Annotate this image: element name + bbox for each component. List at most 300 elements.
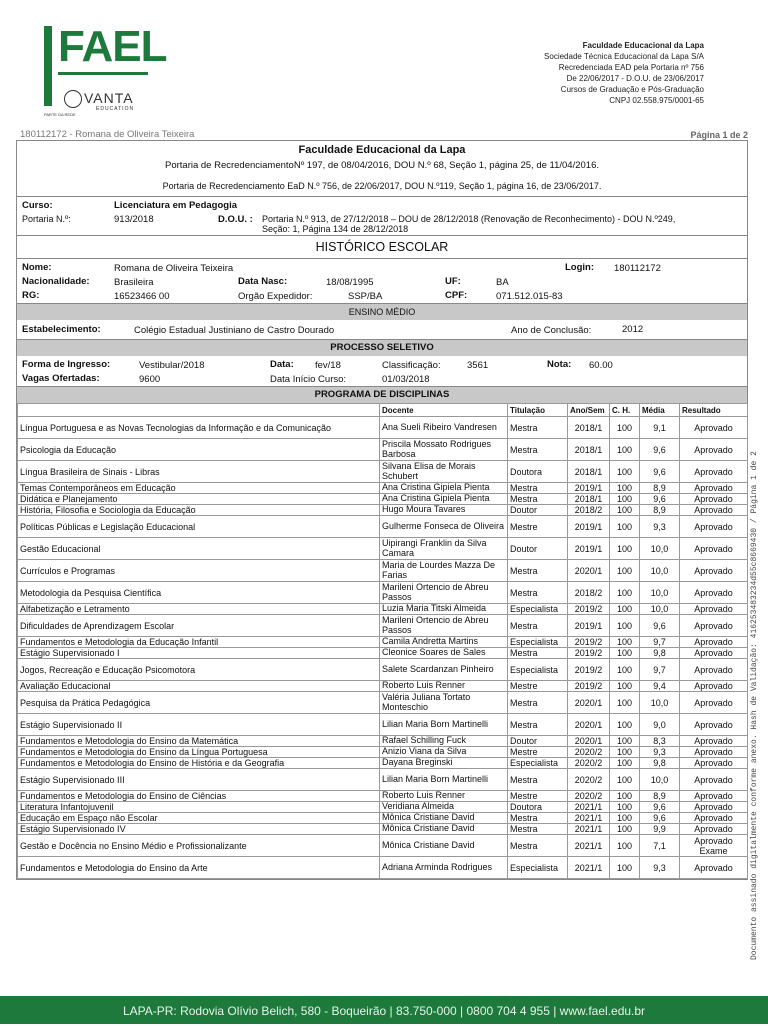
header-portaria-1: Portaria de RecredenciamentoNº 197, de 08/04/2016, DOU N.º 68, Seção 1, página 25, de 11/04/2016.: [164, 160, 600, 171]
resultado-cell: Aprovado: [680, 516, 748, 538]
ano-sem-cell: 2018/1: [568, 417, 610, 439]
institution-line: Faculdade Educacional da Lapa: [582, 41, 704, 50]
media-cell: 10,0: [640, 769, 680, 791]
titulacao-cell: Mestra: [508, 615, 568, 637]
disciplina-cell: Psicologia da Educação: [18, 439, 380, 461]
resultado-cell: Aprovado: [680, 769, 748, 791]
media-cell: 8,9: [640, 483, 680, 494]
table-row: [18, 769, 748, 791]
disciplina-cell: Avaliação Educacional: [18, 681, 380, 692]
disciplina-cell: Fundamentos e Metodologia da Educação Infantil: [18, 637, 380, 648]
docente-cell: Mônica Cristiane David: [380, 835, 508, 857]
media-cell: 9,7: [640, 659, 680, 681]
carga-horaria-cell: 100: [610, 802, 640, 813]
historico-title: HISTÓRICO ESCOLAR: [17, 236, 747, 259]
titulacao-cell: Mestra: [508, 417, 568, 439]
titulacao-cell: Mestra: [508, 494, 568, 505]
media-cell: 10,0: [640, 692, 680, 714]
ano-sem-cell: 2021/1: [568, 857, 610, 879]
resultado-cell: Aprovado: [680, 494, 748, 505]
media-cell: 9,6: [640, 461, 680, 483]
docente-cell: Lilian Maria Born Martinelli: [380, 714, 508, 736]
table-row: [18, 692, 748, 714]
nacionalidade-value: Brasileira: [114, 277, 154, 288]
ano-sem-cell: 2020/1: [568, 692, 610, 714]
logo-underline: [58, 72, 148, 75]
programa-band: PROGRAMA DE DISCIPLINAS: [17, 387, 747, 403]
media-cell: 9,6: [640, 615, 680, 637]
ano-sem-cell: 2018/2: [568, 582, 610, 604]
docente-cell: Uipirangi Franklin da Silva Camara: [380, 538, 508, 560]
header-title: Faculdade Educacional da Lapa: [298, 144, 466, 156]
ano-sem-cell: 2019/2: [568, 604, 610, 615]
disciplina-cell: Estágio Supervisionado III: [18, 769, 380, 791]
ano-sem-cell: 2019/2: [568, 637, 610, 648]
rg-value: 16523466 00: [114, 291, 170, 302]
resultado-cell: Aprovado: [680, 736, 748, 747]
resultado-cell: Aprovado: [680, 417, 748, 439]
media-cell: 9,8: [640, 758, 680, 769]
data-label: Data:: [270, 359, 294, 370]
disciplina-cell: Temas Contemporâneos em Educação: [18, 483, 380, 494]
titulacao-cell: Mestra: [508, 483, 568, 494]
media-cell: 9,6: [640, 494, 680, 505]
header-portaria-2: Portaria de Recredenciamento EaD N.º 756, de 22/06/2017, DOU N.º119, Seção 1, página 16, de 23/06/2017.: [162, 181, 602, 191]
nome-value: Romana de Oliveira Teixeira: [114, 263, 234, 274]
table-row: [18, 483, 748, 494]
resultado-cell: Aprovado Exame: [680, 835, 748, 857]
carga-horaria-cell: 100: [610, 494, 640, 505]
ano-sem-cell: 2019/1: [568, 615, 610, 637]
carga-horaria-cell: 100: [610, 736, 640, 747]
ano-sem-cell: 2019/2: [568, 659, 610, 681]
resultado-cell: Aprovado: [680, 824, 748, 835]
ano-sem-cell: 2019/2: [568, 648, 610, 659]
media-cell: 8,9: [640, 791, 680, 802]
transcript-document: [16, 140, 748, 880]
disciplina-cell: Fundamentos e Metodologia do Ensino de Ciências: [18, 791, 380, 802]
resultado-cell: Aprovado: [680, 483, 748, 494]
resultado-cell: Aprovado: [680, 538, 748, 560]
titulacao-cell: Mestra: [508, 813, 568, 824]
docente-cell: Dayana Breginski: [380, 758, 508, 769]
table-row: [18, 516, 748, 538]
table-row: [18, 835, 748, 857]
carga-horaria-cell: 100: [610, 692, 640, 714]
table-row: [18, 637, 748, 648]
ano-sem-cell: 2020/2: [568, 791, 610, 802]
ano-sem-cell: 2020/1: [568, 560, 610, 582]
processo-band: PROCESSO SELETIVO: [17, 340, 747, 356]
media-cell: 9,6: [640, 439, 680, 461]
docente-cell: Rafael Schilling Fuck: [380, 736, 508, 747]
resultado-cell: Aprovado: [680, 615, 748, 637]
disciplines-table: [17, 403, 748, 879]
table-row: [18, 615, 748, 637]
ano-sem-cell: 2019/2: [568, 681, 610, 692]
ano-sem-cell: 2018/1: [568, 461, 610, 483]
media-cell: 9,6: [640, 813, 680, 824]
table-row: [18, 604, 748, 615]
logo-partof: PARTE DA REDE: [44, 112, 76, 117]
forma-value: Vestibular/2018: [139, 360, 205, 371]
titulacao-cell: Mestra: [508, 648, 568, 659]
media-cell: 9,3: [640, 516, 680, 538]
media-cell: 9,6: [640, 802, 680, 813]
titulacao-cell: Mestra: [508, 582, 568, 604]
disciplina-cell: Jogos, Recreação e Educação Psicomotora: [18, 659, 380, 681]
titulacao-cell: Doutor: [508, 736, 568, 747]
vanta-emblem-icon: [64, 90, 82, 108]
inicio-value: 01/03/2018: [382, 374, 430, 385]
docente-cell: Anizio Viana da Silva: [380, 747, 508, 758]
titulacao-cell: Mestra: [508, 714, 568, 736]
disciplina-cell: Língua Portuguesa e as Novas Tecnologias da Informação e da Comunicação: [18, 417, 380, 439]
cpf-label: CPF:: [445, 290, 468, 301]
carga-horaria-cell: 100: [610, 637, 640, 648]
forma-label: Forma de Ingresso:: [22, 359, 111, 370]
orgao-value: SSP/BA: [348, 291, 383, 302]
docente-cell: Gulherme Fonseca de Oliveira: [380, 516, 508, 538]
course-section: [17, 197, 747, 236]
carga-horaria-cell: 100: [610, 835, 640, 857]
resultado-cell: Aprovado: [680, 505, 748, 516]
titulacao-cell: Mestra: [508, 439, 568, 461]
carga-horaria-cell: 100: [610, 439, 640, 461]
uf-value: BA: [496, 277, 509, 288]
docente-cell: Hugo Moura Tavares: [380, 505, 508, 516]
carga-horaria-cell: 100: [610, 483, 640, 494]
carga-horaria-cell: 100: [610, 582, 640, 604]
disciplina-cell: Alfabetização e Letramento: [18, 604, 380, 615]
student-reference: 180112172 - Romana de Oliveira Teixeira: [20, 129, 195, 140]
cpf-value: 071.512.015-83: [496, 291, 563, 302]
column-header: Média: [640, 404, 680, 417]
column-header: Docente: [380, 404, 508, 417]
resultado-cell: Aprovado: [680, 791, 748, 802]
fael-logo: [44, 22, 167, 117]
resultado-cell: Aprovado: [680, 758, 748, 769]
table-header-row: [18, 404, 748, 417]
docente-cell: Salete Scardanzan Pinheiro: [380, 659, 508, 681]
titulacao-cell: Mestre: [508, 681, 568, 692]
resultado-cell: Aprovado: [680, 813, 748, 824]
dou-line-1: Portaria N.º 913, de 27/12/2018 – DOU de 28/12/2018 (Renovação de Reconhecimento) - DOU N.º249,: [262, 214, 676, 224]
table-row: [18, 461, 748, 483]
login-value: 180112172: [614, 263, 661, 274]
carga-horaria-cell: 100: [610, 615, 640, 637]
digital-signature-note: [750, 340, 764, 960]
institution-info: [544, 40, 704, 106]
carga-horaria-cell: 100: [610, 417, 640, 439]
docente-cell: Luzia Maria Titski Almeida: [380, 604, 508, 615]
dou-label: D.O.U. :: [218, 214, 253, 225]
classificacao-label: Classificação:: [382, 360, 441, 371]
disciplina-cell: Fundamentos e Metodologia do Ensino da Arte: [18, 857, 380, 879]
vanta-education: EDUCATION: [96, 106, 135, 112]
disciplina-cell: Língua Brasileira de Sinais - Libras: [18, 461, 380, 483]
media-cell: 9,9: [640, 824, 680, 835]
media-cell: 10,0: [640, 604, 680, 615]
media-cell: 10,0: [640, 538, 680, 560]
institution-line: CNPJ 02.558.975/0001-65: [609, 96, 704, 105]
ano-sem-cell: 2018/1: [568, 439, 610, 461]
titulacao-cell: Especialista: [508, 637, 568, 648]
table-row: [18, 494, 748, 505]
titulacao-cell: Especialista: [508, 604, 568, 615]
rg-label: RG:: [22, 290, 40, 301]
disciplina-cell: Metodologia da Pesquisa Científica: [18, 582, 380, 604]
disciplina-cell: Gestão Educacional: [18, 538, 380, 560]
table-row: [18, 648, 748, 659]
docente-cell: Ana Sueli Ribeiro Vandresen: [380, 417, 508, 439]
docente-cell: Roberto Luis Renner: [380, 791, 508, 802]
carga-horaria-cell: 100: [610, 769, 640, 791]
nome-label: Nome:: [22, 262, 52, 273]
table-row: [18, 758, 748, 769]
carga-horaria-cell: 100: [610, 538, 640, 560]
disciplina-cell: Estágio Supervisionado I: [18, 648, 380, 659]
media-cell: 10,0: [640, 582, 680, 604]
ano-sem-cell: 2020/1: [568, 714, 610, 736]
resultado-cell: Aprovado: [680, 692, 748, 714]
ano-sem-cell: 2020/1: [568, 736, 610, 747]
nasc-label: Data Nasc:: [238, 276, 288, 287]
docente-cell: Ana Cristina Gipiela Pienta: [380, 494, 508, 505]
ano-sem-cell: 2018/2: [568, 505, 610, 516]
docente-cell: Maria de Lourdes Mazza De Farias: [380, 560, 508, 582]
disciplina-cell: Políticas Públicas e Legislação Educacional: [18, 516, 380, 538]
resultado-cell: Aprovado: [680, 560, 748, 582]
table-row: [18, 736, 748, 747]
classificacao-value: 3561: [467, 360, 489, 371]
titulacao-cell: Doutora: [508, 802, 568, 813]
vagas-label: Vagas Ofertadas:: [22, 373, 100, 384]
dou-line-2: Seção: 1, Página 134 de 28/12/2018: [262, 224, 409, 234]
nota-label: Nota:: [547, 359, 572, 370]
disciplina-cell: Pesquisa da Prática Pedagógica: [18, 692, 380, 714]
disciplina-cell: Currículos e Programas: [18, 560, 380, 582]
curso-label: Curso:: [22, 200, 53, 211]
resultado-cell: Aprovado: [680, 604, 748, 615]
docente-cell: Marileni Ortencio de Abreu Passos: [380, 582, 508, 604]
carga-horaria-cell: 100: [610, 505, 640, 516]
uf-label: UF:: [445, 276, 461, 287]
ensino-medio-band: ENSINO MÉDIO: [17, 304, 747, 320]
carga-horaria-cell: 100: [610, 560, 640, 582]
logo-wordmark: FAEL: [58, 22, 167, 71]
logo-bar: [44, 26, 52, 106]
media-cell: 9,4: [640, 681, 680, 692]
disciplina-cell: Literatura Infantojuvenil: [18, 802, 380, 813]
ano-sem-cell: 2019/1: [568, 483, 610, 494]
media-cell: 8,3: [640, 736, 680, 747]
disciplina-cell: Fundamentos e Metodologia do Ensino da Língua Portuguesa: [18, 747, 380, 758]
carga-horaria-cell: 100: [610, 648, 640, 659]
table-row: [18, 439, 748, 461]
institution-line: De 22/06/2017 - D.O.U. de 23/06/2017: [566, 74, 704, 83]
resultado-cell: Aprovado: [680, 582, 748, 604]
carga-horaria-cell: 100: [610, 747, 640, 758]
carga-horaria-cell: 100: [610, 714, 640, 736]
nota-value: 60.00: [589, 360, 613, 371]
portaria-value: 913/2018: [114, 214, 154, 225]
carga-horaria-cell: 100: [610, 516, 640, 538]
disciplina-cell: Gestão e Docência no Ensino Médio e Profissionalizante: [18, 835, 380, 857]
table-row: [18, 538, 748, 560]
resultado-cell: Aprovado: [680, 681, 748, 692]
media-cell: 9,7: [640, 637, 680, 648]
ano-sem-cell: 2019/1: [568, 538, 610, 560]
column-header: Resultado: [680, 404, 748, 417]
carga-horaria-cell: 100: [610, 758, 640, 769]
media-cell: 9,3: [640, 747, 680, 758]
docente-cell: Adriana Arminda Rodrigues: [380, 857, 508, 879]
titulacao-cell: Especialista: [508, 857, 568, 879]
docente-cell: Mônica Cristiane David: [380, 824, 508, 835]
table-row: [18, 824, 748, 835]
conclusao-label: Ano de Conclusão:: [511, 325, 592, 336]
resultado-cell: Aprovado: [680, 648, 748, 659]
table-row: [18, 802, 748, 813]
portaria-label: Portaria N.º:: [22, 214, 71, 224]
column-header: C. H.: [610, 404, 640, 417]
ano-sem-cell: 2018/1: [568, 494, 610, 505]
docente-cell: Valéria Juliana Tortato Monteschio: [380, 692, 508, 714]
titulacao-cell: Mestra: [508, 692, 568, 714]
carga-horaria-cell: 100: [610, 857, 640, 879]
disciplina-cell: Didática e Planejamento: [18, 494, 380, 505]
ano-sem-cell: 2020/2: [568, 758, 610, 769]
table-row: [18, 582, 748, 604]
ano-sem-cell: 2021/1: [568, 835, 610, 857]
disciplina-cell: Estágio Supervisionado II: [18, 714, 380, 736]
column-header: [18, 404, 380, 417]
docente-cell: Marileni Ortencio de Abreu Passos: [380, 615, 508, 637]
institution-line: Sociedade Técnica Educacional da Lapa S/A: [544, 52, 704, 61]
carga-horaria-cell: 100: [610, 461, 640, 483]
ensino-section: [17, 320, 747, 340]
disciplina-cell: Fundamentos e Metodologia do Ensino de História e da Geografia: [18, 758, 380, 769]
inicio-label: Data Início Curso:: [270, 374, 347, 385]
disciplina-cell: História, Filosofia e Sociologia da Educação: [18, 505, 380, 516]
table-row: [18, 505, 748, 516]
docente-cell: Roberto Luis Renner: [380, 681, 508, 692]
disciplina-cell: Educação em Espaço não Escolar: [18, 813, 380, 824]
titulacao-cell: Mestra: [508, 769, 568, 791]
column-header: Ano/Sem: [568, 404, 610, 417]
vagas-value: 9600: [139, 374, 161, 385]
curso-value: Licenciatura em Pedagogia: [114, 200, 238, 211]
media-cell: 9,0: [640, 714, 680, 736]
resultado-cell: Aprovado: [680, 802, 748, 813]
media-cell: 8,9: [640, 505, 680, 516]
document-header: [17, 141, 747, 197]
resultado-cell: Aprovado: [680, 461, 748, 483]
resultado-cell: Aprovado: [680, 659, 748, 681]
page-number: Página 1 de 2: [690, 130, 748, 140]
media-cell: 9,1: [640, 417, 680, 439]
table-row: [18, 791, 748, 802]
column-header: Titulação: [508, 404, 568, 417]
media-cell: 9,8: [640, 648, 680, 659]
docente-cell: Priscila Mossato Rodrigues Barbosa: [380, 439, 508, 461]
docente-cell: Lilian Maria Born Martinelli: [380, 769, 508, 791]
table-row: [18, 747, 748, 758]
docente-cell: Veridiana Almeida: [380, 802, 508, 813]
titulacao-cell: Doutora: [508, 461, 568, 483]
titulacao-cell: Mestra: [508, 560, 568, 582]
carga-horaria-cell: 100: [610, 824, 640, 835]
estabelecimento-value: Colégio Estadual Justiniano de Castro Dourado: [134, 325, 335, 336]
docente-cell: Cleonice Soares de Sales: [380, 648, 508, 659]
titulacao-cell: Doutor: [508, 538, 568, 560]
titulacao-cell: Especialista: [508, 758, 568, 769]
table-row: [18, 813, 748, 824]
media-cell: 7,1: [640, 835, 680, 857]
login-label: Login:: [565, 262, 595, 273]
student-section: [17, 259, 747, 304]
carga-horaria-cell: 100: [610, 681, 640, 692]
table-row: [18, 857, 748, 879]
resultado-cell: Aprovado: [680, 637, 748, 648]
ano-sem-cell: 2021/1: [568, 813, 610, 824]
ano-sem-cell: 2020/2: [568, 747, 610, 758]
data-value: fev/18: [315, 360, 341, 371]
orgao-label: Orgão Expedidor:: [238, 291, 313, 302]
ano-sem-cell: 2020/2: [568, 769, 610, 791]
carga-horaria-cell: 100: [610, 813, 640, 824]
docente-cell: Silvana Elisa de Morais Schubert: [380, 461, 508, 483]
docente-cell: Camila Andretta Martins: [380, 637, 508, 648]
institution-line: Cursos de Graduação e Pós-Graduação: [560, 85, 704, 94]
processo-section: [17, 356, 747, 387]
institution-line: Recredenciada EAD pela Portaria nº 756: [558, 63, 704, 72]
carga-horaria-cell: 100: [610, 604, 640, 615]
footer-address: LAPA-PR: Rodovia Olívio Belich, 580 - Boqueirão | 83.750-000 | 0800 704 4 955 | www.fael.edu.br: [0, 996, 768, 1024]
disciplina-cell: Estágio Supervisionado IV: [18, 824, 380, 835]
media-cell: 9,3: [640, 857, 680, 879]
ano-sem-cell: 2019/1: [568, 516, 610, 538]
conclusao-value: 2012: [622, 324, 644, 335]
resultado-cell: Aprovado: [680, 714, 748, 736]
signature-text: Documento assinado digitalmente conforme anexo. Hash de Validação: 416253483234d55c8669430 / Página 1 de 2: [750, 451, 759, 960]
resultado-cell: Aprovado: [680, 857, 748, 879]
titulacao-cell: Doutor: [508, 505, 568, 516]
estabelecimento-label: Estabelecimento:: [22, 324, 101, 335]
nacionalidade-label: Nacionalidade:: [22, 276, 90, 287]
titulacao-cell: Mestre: [508, 516, 568, 538]
disciplina-cell: Fundamentos e Metodologia do Ensino da Matemática: [18, 736, 380, 747]
table-row: [18, 659, 748, 681]
titulacao-cell: Mestra: [508, 824, 568, 835]
titulacao-cell: Mestre: [508, 791, 568, 802]
disciplina-cell: Dificuldades de Aprendizagem Escolar: [18, 615, 380, 637]
vanta-wordmark: VANTA: [84, 90, 134, 106]
titulacao-cell: Mestra: [508, 835, 568, 857]
table-row: [18, 417, 748, 439]
docente-cell: Ana Cristina Gipiela Pienta: [380, 483, 508, 494]
nasc-value: 18/08/1995: [326, 277, 374, 288]
ano-sem-cell: 2021/1: [568, 824, 610, 835]
table-row: [18, 560, 748, 582]
titulacao-cell: Mestre: [508, 747, 568, 758]
resultado-cell: Aprovado: [680, 439, 748, 461]
titulacao-cell: Especialista: [508, 659, 568, 681]
carga-horaria-cell: 100: [610, 659, 640, 681]
docente-cell: Mônica Cristiane David: [380, 813, 508, 824]
media-cell: 10,0: [640, 560, 680, 582]
